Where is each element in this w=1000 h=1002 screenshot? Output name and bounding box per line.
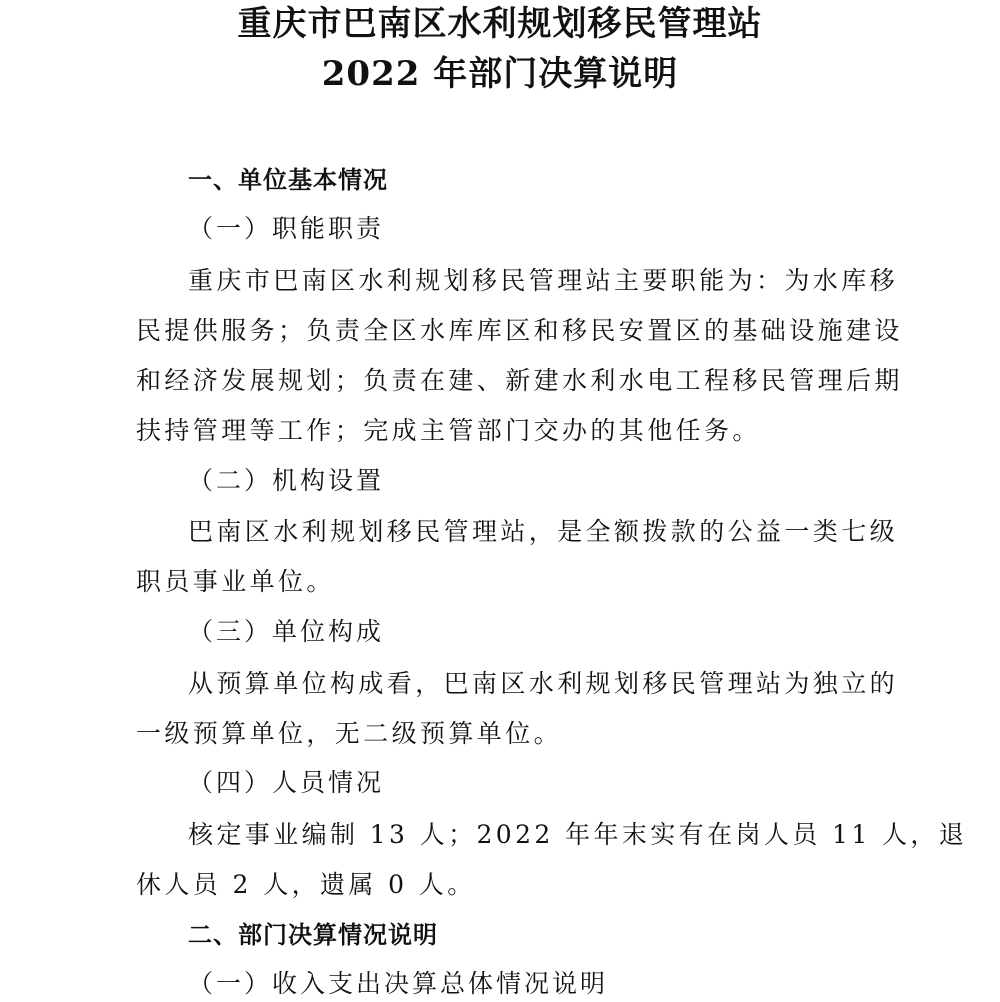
- paragraph-line: 从预算单位构成看，巴南区水利规划移民管理站为独立的: [188, 669, 899, 698]
- paragraph-line: 核定事业编制 13 人；2022 年年末实有在岗人员 11 人，退: [188, 820, 968, 849]
- section-heading-final-accounts: 二、部门决算情况说明: [188, 921, 438, 949]
- paragraph-line: 一级预算单位，无二级预算单位。: [136, 719, 563, 748]
- subsection-heading-organization: （二）机构设置: [188, 466, 385, 495]
- subsection-heading-composition: （三）单位构成: [188, 617, 385, 646]
- subsection-heading-personnel: （四）人员情况: [188, 768, 385, 797]
- paragraph-line: 重庆市巴南区水利规划移民管理站主要职能为：为水库移: [188, 266, 899, 295]
- subsection-heading-functions: （一）职能职责: [188, 214, 385, 243]
- document-title-line-1: 重庆市巴南区水利规划移民管理站: [237, 4, 763, 44]
- paragraph-line: 休人员 2 人，遗属 0 人。: [136, 870, 476, 899]
- paragraph-line: 巴南区水利规划移民管理站，是全额拨款的公益一类七级: [188, 517, 899, 546]
- paragraph-line: 职员事业单位。: [136, 567, 335, 596]
- section-heading-basic-info: 一、单位基本情况: [188, 166, 388, 194]
- paragraph-line: 扶持管理等工作；完成主管部门交办的其他任务。: [136, 416, 761, 445]
- paragraph-line: 民提供服务；负责全区水库库区和移民安置区的基础设施建设: [136, 316, 903, 345]
- subsection-heading-income-expenditure: （一）收入支出决算总体情况说明: [188, 969, 609, 998]
- paragraph-line: 和经济发展规划；负责在建、新建水利水电工程移民管理后期: [136, 366, 903, 395]
- document-title-line-2: 2022 年部门决算说明: [321, 54, 679, 94]
